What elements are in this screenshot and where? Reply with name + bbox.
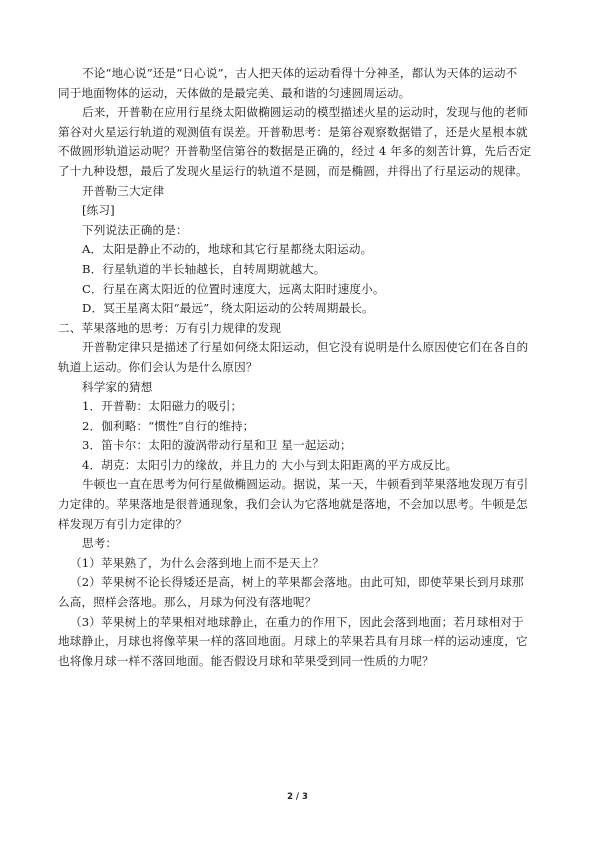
document-body <box>58 64 540 671</box>
text-line: （2）苹果树不论长得矮还是高，树上的苹果都会落地。由此可知，即使苹果长到月球那 <box>70 575 524 590</box>
text-line: 同于地面物体的运动，天体做的是最完美、最和谐的匀速圆周运动。 <box>58 85 411 100</box>
text-line: D．冥王星离太阳“最远”，绕太阳运动的公转周期最长。 <box>82 301 374 316</box>
text-line: C．行星在离太阳近的位置时速度大，远离太阳时速度小。 <box>82 281 385 296</box>
text-line: 2．伽利略：“惯性”自行的维持； <box>82 418 255 433</box>
text-line: 二、苹果落地的思考：万有引力规律的发现 <box>58 320 282 335</box>
text-line: 第谷对火星运行轨道的观测值有误差。开普勒思考：是第谷观察数据错了，还是火星根本就 <box>58 124 528 139</box>
text-line: 4．胡克：太阳引力的缘故，并且力的 大小与到太阳距离的平方成反比。 <box>82 457 458 472</box>
text-line: 1．开普勒：太阳磁力的吸引； <box>82 399 243 414</box>
text-line: 轨道上运动。你们会认为是什么原因？ <box>58 359 258 374</box>
page-number: 2 / 3 <box>287 792 308 802</box>
text-line: （1）苹果熟了，为什么会落到地上而不是天上？ <box>70 555 325 570</box>
text-line: 3．笛卡尔：太阳的漩涡带动行星和卫 星一起运动； <box>82 438 352 453</box>
text-line: （3）苹果树上的苹果相对地球静止，在重力的作用下，因此会落到地面；若月球相对于 <box>70 614 524 629</box>
text-line: [练习] <box>82 203 115 218</box>
text-line: B．行星轨道的半长轴越长，自转周期就越大。 <box>82 261 326 276</box>
text-line: 不做圆形轨道运动呢？开普勒坚信第谷的数据是正确的，经过 4 年多的刻苦计算，先后否定 <box>58 144 532 159</box>
text-line: 么高，照样会落地。那么，月球为何没有落地呢？ <box>58 595 317 610</box>
text-line: 不论“地心说”还是“日心说”，古人把天体的运动看得十分神圣，都认为天体的运动不 <box>82 66 518 80</box>
text-line: 了十九种设想，最后了发现火星运行的轨道不是圆，而是椭圆，并得出了行星运动的规律。 <box>58 163 528 178</box>
text-line: 也将像月球一样不落回地面。能否假设月球和苹果受到同一性质的力呢？ <box>58 653 434 668</box>
text-line: 下列说法正确的是： <box>82 222 188 237</box>
text-line: 后来，开普勒在应用行星绕太阳做椭圆运动的模型描述火星的运动时，发现与他的老师 <box>82 105 529 120</box>
text-line: A．太阳是静止不动的，地球和其它行星都绕太阳运动。 <box>82 242 373 257</box>
text-line: 开普勒三大定律 <box>82 183 165 198</box>
text-line: 样发现万有引力定律的？ <box>58 516 188 531</box>
text-line: 牛顿也一直在思考为何行星做椭圆运动。据说，某一天，牛顿看到苹果落地发现万有引 <box>82 477 529 492</box>
text-line: 科学家的猜想 <box>82 379 153 394</box>
text-line: 地球静止，月球也将像苹果一样的落回地面。月球上的苹果若具有月球一样的运动速度，它 <box>58 634 528 649</box>
text-line: 开普勒定律只是描述了行星如何绕太阳运动，但它没有说明是什么原因使它们在各自的 <box>82 340 529 355</box>
text-line: 力定律的。苹果落地是很普通现象，我们会认为它落地就是落地，不会加以思考。牛顿是怎 <box>58 497 528 512</box>
text-line: 思考： <box>82 536 118 551</box>
